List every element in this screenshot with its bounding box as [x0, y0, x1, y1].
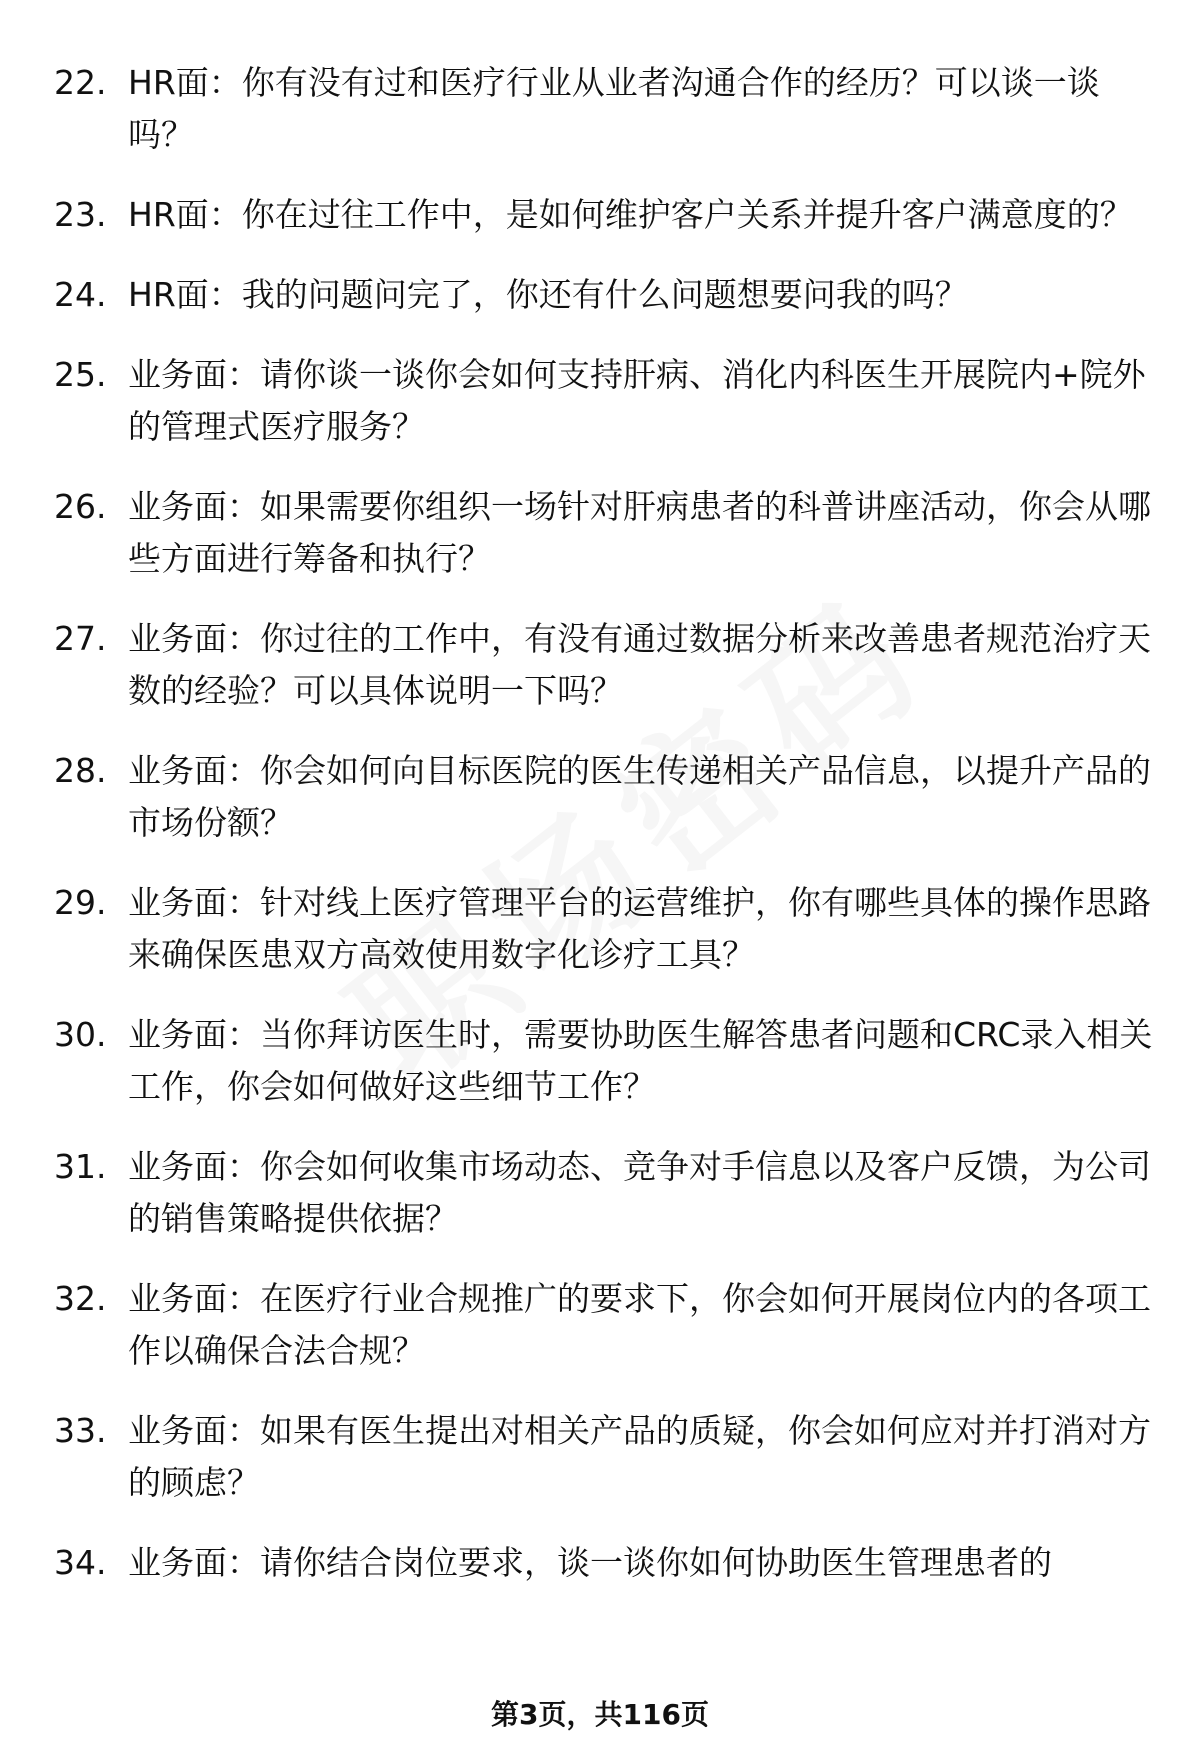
question-text: 业务面：针对线上医疗管理平台的运营维护，你有哪些具体的操作思路来确保医患双方高效使用数字化诊疗工具？	[128, 883, 1151, 974]
question-number: 30.	[54, 1015, 107, 1054]
question-text: 业务面：如果需要你组织一场针对肝病患者的科普讲座活动，你会从哪些方面进行筹备和执行？	[128, 487, 1151, 578]
question-text: 业务面：你会如何向目标医院的医生传递相关产品信息，以提升产品的市场份额？	[128, 751, 1151, 842]
question-item	[54, 1273, 1164, 1377]
question-number: 24.	[54, 275, 107, 314]
question-item	[54, 613, 1164, 717]
question-text: HR面：我的问题问完了，你还有什么问题想要问我的吗？	[128, 275, 968, 314]
question-list	[54, 57, 1164, 1617]
question-text: 业务面：请你谈一谈你会如何支持肝病、消化内科医生开展院内+院外的管理式医疗服务？	[128, 355, 1146, 446]
question-item	[54, 1405, 1164, 1509]
question-text: 业务面：在医疗行业合规推广的要求下，你会如何开展岗位内的各项工作以确保合法合规？	[128, 1279, 1151, 1370]
question-text: 业务面：你过往的工作中，有没有通过数据分析来改善患者规范治疗天数的经验？可以具体说明一下吗？	[128, 619, 1151, 710]
question-text: 业务面：请你结合岗位要求，谈一谈你如何协助医生管理患者的	[128, 1543, 1052, 1582]
page-footer: 第3页，共116页	[491, 1698, 709, 1731]
question-text: HR面：你在过往工作中，是如何维护客户关系并提升客户满意度的？	[128, 195, 1133, 234]
question-number: 23.	[54, 195, 107, 234]
question-item	[54, 1537, 1164, 1589]
question-number: 31.	[54, 1147, 107, 1186]
question-number: 32.	[54, 1279, 107, 1318]
question-text: 业务面：当你拜访医生时，需要协助医生解答患者问题和CRC录入相关工作，你会如何做好这些细节工作？	[128, 1015, 1153, 1106]
question-number: 25.	[54, 355, 107, 394]
question-number: 33.	[54, 1411, 107, 1450]
question-number: 22.	[54, 63, 107, 102]
question-number: 29.	[54, 883, 107, 922]
question-number: 34.	[54, 1543, 107, 1582]
question-item	[54, 1009, 1164, 1113]
question-number: 27.	[54, 619, 107, 658]
question-item	[54, 189, 1164, 241]
question-item	[54, 1141, 1164, 1245]
question-text: 业务面：如果有医生提出对相关产品的质疑，你会如何应对并打消对方的顾虑？	[128, 1411, 1151, 1502]
question-item	[54, 349, 1164, 453]
question-text: HR面：你有没有过和医疗行业从业者沟通合作的经历？可以谈一谈吗？	[128, 63, 1100, 154]
question-item	[54, 877, 1164, 981]
question-item	[54, 481, 1164, 585]
question-item	[54, 269, 1164, 321]
question-number: 26.	[54, 487, 107, 526]
question-item	[54, 745, 1164, 849]
question-number: 28.	[54, 751, 107, 790]
question-item	[54, 57, 1164, 161]
question-text: 业务面：你会如何收集市场动态、竞争对手信息以及客户反馈，为公司的销售策略提供依据？	[128, 1147, 1151, 1238]
